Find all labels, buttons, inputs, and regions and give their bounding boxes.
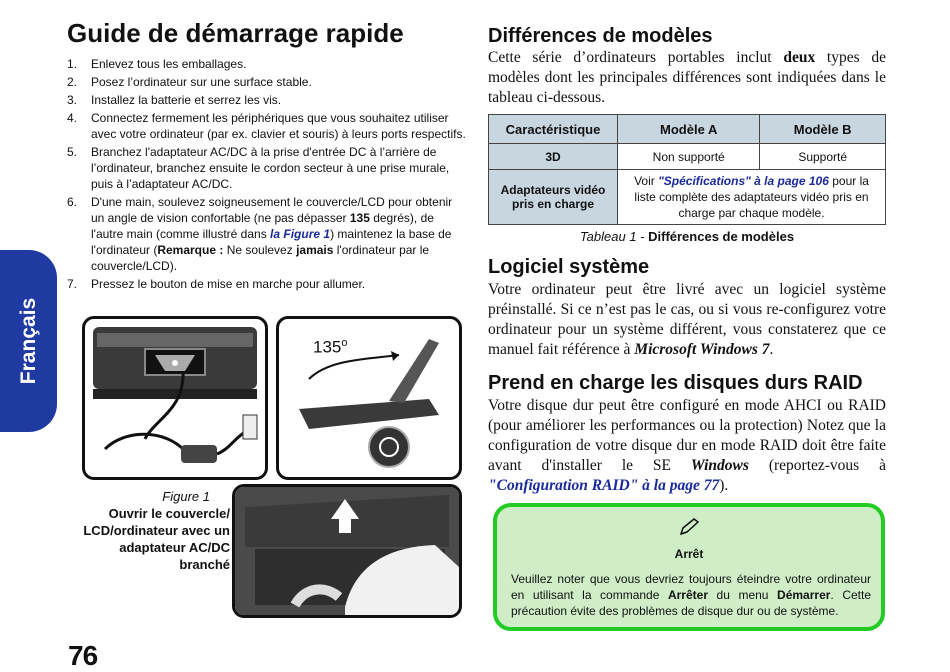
table-caption: Tableau 1 - Différences de modèles bbox=[579, 229, 795, 244]
table-header: Modèle A bbox=[618, 115, 760, 144]
steps-list bbox=[67, 56, 467, 294]
table-cell: Non supporté bbox=[618, 144, 760, 170]
figure-lift-panel bbox=[232, 484, 462, 618]
figure-number: Figure 1 bbox=[162, 489, 210, 504]
table-header: Modèle B bbox=[760, 115, 886, 144]
step-item: 3. Installez la batterie et serrez les vis. bbox=[67, 93, 282, 107]
angle-label: 135$^o$ bbox=[313, 337, 348, 357]
raid-config-link[interactable]: "Configuration RAID" à la page 77 bbox=[488, 477, 720, 494]
lift-lid-illustration bbox=[235, 487, 459, 615]
note-body: Veuillez noter que vous devriez toujours éteindre votre ordinateur en utilisant la commande Arrêter du menu Démarrer. Cette précaution évite des problèmes de disque dur ou de système. bbox=[511, 572, 871, 618]
language-tab bbox=[0, 250, 57, 432]
figure-link[interactable]: la Figure 1 bbox=[270, 227, 331, 241]
step-item: 1. Enlevez tous les emballages. bbox=[67, 57, 247, 71]
specifications-link[interactable]: "Spécifications" à la page 106 bbox=[658, 174, 829, 188]
table-row bbox=[489, 144, 886, 170]
figure-caption bbox=[80, 488, 230, 573]
table-cell: Voir "Spécifications" à la page 106 pour la liste complète des adaptateurs vidéo pris en charge par chaque modèle. bbox=[618, 170, 886, 225]
raid-paragraph: Votre disque dur peut être configuré en mode AHCI ou RAID (pour améliorer les performances ou la protection) Notez que la configuration de votre disque dur en mode RAID doit être faite avant d'installer le SE Windows (reportez-vous à "Configuration RAID" à la page 77). bbox=[488, 397, 886, 494]
models-table bbox=[488, 114, 886, 225]
table-header: Caractéristique bbox=[489, 115, 618, 144]
software-paragraph: Votre ordinateur peut être livré avec un logiciel système préinstallé. Si ce n’est pas le cas, ou si vous re-configurez votre ordinateur pour un système différent, vous constaterez que ce manuel fait référence à Microsoft Windows 7. bbox=[488, 281, 886, 358]
table-row bbox=[489, 170, 886, 225]
language-tab-label: Français bbox=[16, 297, 40, 385]
shutdown-note bbox=[493, 503, 885, 631]
models-paragraph: Cette série d’ordinateurs portables inclut deux types de modèles dont les principales différences sont indiquées dans le tableau ci-dessous. bbox=[488, 49, 886, 106]
step-item: 5. Branchez l'adaptateur AC/DC à la prise d'entrée DC à l’arrière de l’ordinateur, branchez ensuite le cordon secteur à une prise murale, puis à l’adaptateur AC/DC. bbox=[67, 145, 450, 191]
table-cell: 3D bbox=[489, 144, 618, 170]
pencil-icon bbox=[678, 517, 700, 537]
figure-angle-panel bbox=[276, 316, 462, 480]
page-number: 76 bbox=[68, 640, 98, 671]
step-item: 4. Connectez fermement les périphériques que vous souhaitez utiliser avec votre ordinateur (par ex. clavier et souris) à leurs ports respectifs. bbox=[67, 111, 466, 141]
raid-heading: Prend en charge les disques durs RAID bbox=[488, 372, 863, 394]
page-title: Guide de démarrage rapide bbox=[67, 18, 404, 48]
table-header-row bbox=[489, 115, 886, 144]
laptop-angle-illustration bbox=[279, 319, 459, 477]
adapter-illustration bbox=[85, 319, 265, 477]
figure-adapter-panel bbox=[82, 316, 268, 480]
step-item: 2. Posez l’ordinateur sur une surface stable. bbox=[67, 75, 312, 89]
models-heading: Différences de modèles bbox=[488, 25, 713, 47]
software-heading: Logiciel système bbox=[488, 256, 650, 278]
step-item: 6. D'une main, soulevez soigneusement le couvercle/LCD pour obtenir un angle de vision confortable (ne pas dépasser 135 degrés), de l'autre main (comme illustré dans la Figure 1) maintenez la base de l'ordinateur (Remarque : Ne soulevez jamais l'ordinateur par le couvercle/LCD). bbox=[67, 195, 453, 273]
table-cell: Supporté bbox=[760, 144, 886, 170]
table-cell: Adaptateurs vidéo pris en charge bbox=[489, 170, 618, 225]
figure-title: Ouvrir le couvercle/ LCD/ordinateur avec un adaptateur AC/DC branché bbox=[83, 506, 230, 572]
step-item: 7. Pressez le bouton de mise en marche pour allumer. bbox=[67, 277, 366, 291]
note-title: Arrêt bbox=[674, 547, 704, 561]
